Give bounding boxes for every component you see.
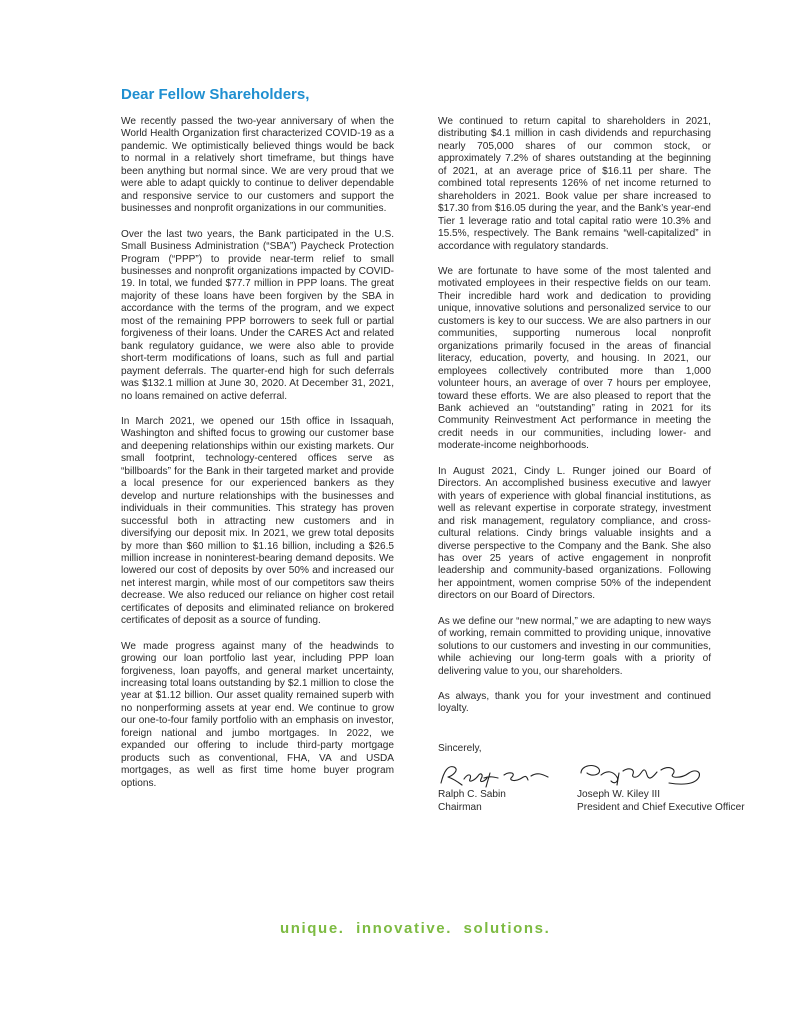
signatory-chairman [438,761,568,814]
paragraph-thank-you: As always, thank you for your investment and continued loyalty. [438,691,711,715]
paragraph-ppp-program: Over the last two years, the Bank participated in the U.S. Small Business Administration (“SBA”) Paycheck Protection Program (“PPP”) to provide near-term relief to small businesses and nonprofit organizations impacted by COVID-19. In total, we funded $77.7 million in PPP loans. The great majority of these loans have been forgiven by the SBA in accordance with the terms of the program, and we expect most of the remaining PPP borrowers to seek full or partial forgiveness of their loans. Under the CARES Act and related bank regulatory guidance, we were also able to provide short-term modifications of loans, such as full and partial payment deferrals. The quarter-end high for such deferrals was $132.1 million at June 30, 2020. At December 31, 2021, no loans remained on active deferral. [121,228,394,402]
handwritten-signature-kiley [577,761,717,789]
greeting-heading: Dear Fellow Shareholders, [121,86,310,103]
paragraph-covid-anniversary: We recently passed the two-year anniversary of when the World Health Organization first characterized COVID-19 as a pandemic. We optimistically believed things would be back to normal in a relatively short timeframe, but things have been anything but normal since. We are very proud that we were able to adapt quickly to continue to deliver dependable and responsive service to our customers and support the businesses and nonprofit organizations in our communities. [121,116,394,215]
right-column [438,116,745,841]
signatory-president [577,761,745,814]
paragraph-new-normal: As we define our “new normal,” we are adapting to new ways of working, remain committed to providing unique, innovative solutions to our customers and investing in our communities, while achieving our long-term goals with a priority of delivering value to you, our shareholders. [438,615,711,677]
paragraph-loan-portfolio: We made progress against many of the headwinds to growing our loan portfolio last year, including PPP loan forgiveness, loan payoffs, and general market uncertainty, increasing total loans outstanding by $2.1 million to close the year at $1.12 billion. Our asset quality remained superb with no nonperforming assets at year end. We continue to grow our one-to-four family portfolio with an emphasis on investor, foreign national and jumbo mortgages. In 2022, we expanded our offering to include third-party mortgage products such as conventional, FHA, VA and USDA mortgages, as well as first time home buyer program options. [121,640,394,789]
handwritten-signature-sabin [438,761,558,789]
tagline: unique. innovative. solutions. [280,920,551,937]
signatory-name: Ralph C. Sabin [438,789,506,801]
paragraph-employees-community: We are fortunate to have some of the most talented and motivated employees in their respective fields on our team. Their incredible hard work and dedication to providing unique, innovative solutions and personalized service to our customers is key to our success. We are also partners in our communities, supporting numerous local nonprofit organizations primarily focused in the areas of financial literacy, education, poverty, and housing. In 2021, our employees collectively contributed more than 1,000 volunteer hours, an average of over 7 hours per employee, toward these efforts. We are also pleased to report that the Bank achieved an “outstanding” rating in 2021 for its Community Reinvestment Act performance in meeting the credit needs in our communities, including lower- and moderate-income neighborhoods. [438,265,711,452]
signatory-title: Chairman [438,801,482,813]
signature-block [438,761,745,841]
paragraph-board-appointment: In August 2021, Cindy L. Runger joined our Board of Directors. An accomplished business executive and lawyer with years of experience with global financial institutions, as well as relevant expertise in corporate strategy, investment and risk management, regulatory compliance, and cross-cultural relations. Cindy brings valuable insights and a diverse perspective to the Company and the Bank. She also has over 25 years of active engagement in nonprofit leadership and community-based organizations. Following her appointment, women comprise 50% of the independent directors on our Board of Directors. [438,465,711,602]
left-column [121,116,394,803]
paragraph-issaquah-office: In March 2021, we opened our 15th office in Issaquah, Washington and shifted focus to growing our customer base and deepening relationships within our existing markets. Our small footprint, technology-centered offices serve as “billboards” for the Bank in their targeted market and provide a local presence for our experienced bankers as they develop and nurture relationships with the businesses and individuals in their communities. This strategy has proven successful both in attracting new customers and in diversifying our deposit mix. In 2021, we grew total deposits by more than $60 million to $1.16 billion, including a $26.5 million increase in noninterest-bearing demand deposits. We lowered our cost of deposits by over 50% and increased our net interest margin, while most of our competitors saw theirs decrease. We also reduced our reliance on higher cost retail certificates of deposits and eliminated reliance on brokered certificates of deposit as a source of funding. [121,415,394,627]
sincerely-closing: Sincerely, [438,742,482,754]
paragraph-capital-return: We continued to return capital to shareholders in 2021, distributing $4.1 million in cash dividends and repurchasing nearly 705,000 shares of our common stock, or approximately 7.2% of shares outstanding at the beginning of 2021, at an average price of $16.11 per share. The combined total represents 126% of net income returned to shareholders in 2021. Book value per share increased to $17.30 from $16.05 during the year, and the Bank’s year-end Tier 1 leverage ratio and total capital ratio were 10.3% and 15.5%, respectively. The Bank remains “well-capitalized” in accordance with regulatory standards. [438,116,711,252]
signatory-title: President and Chief Executive Officer [577,801,745,813]
signatory-name: Joseph W. Kiley III [577,789,661,801]
